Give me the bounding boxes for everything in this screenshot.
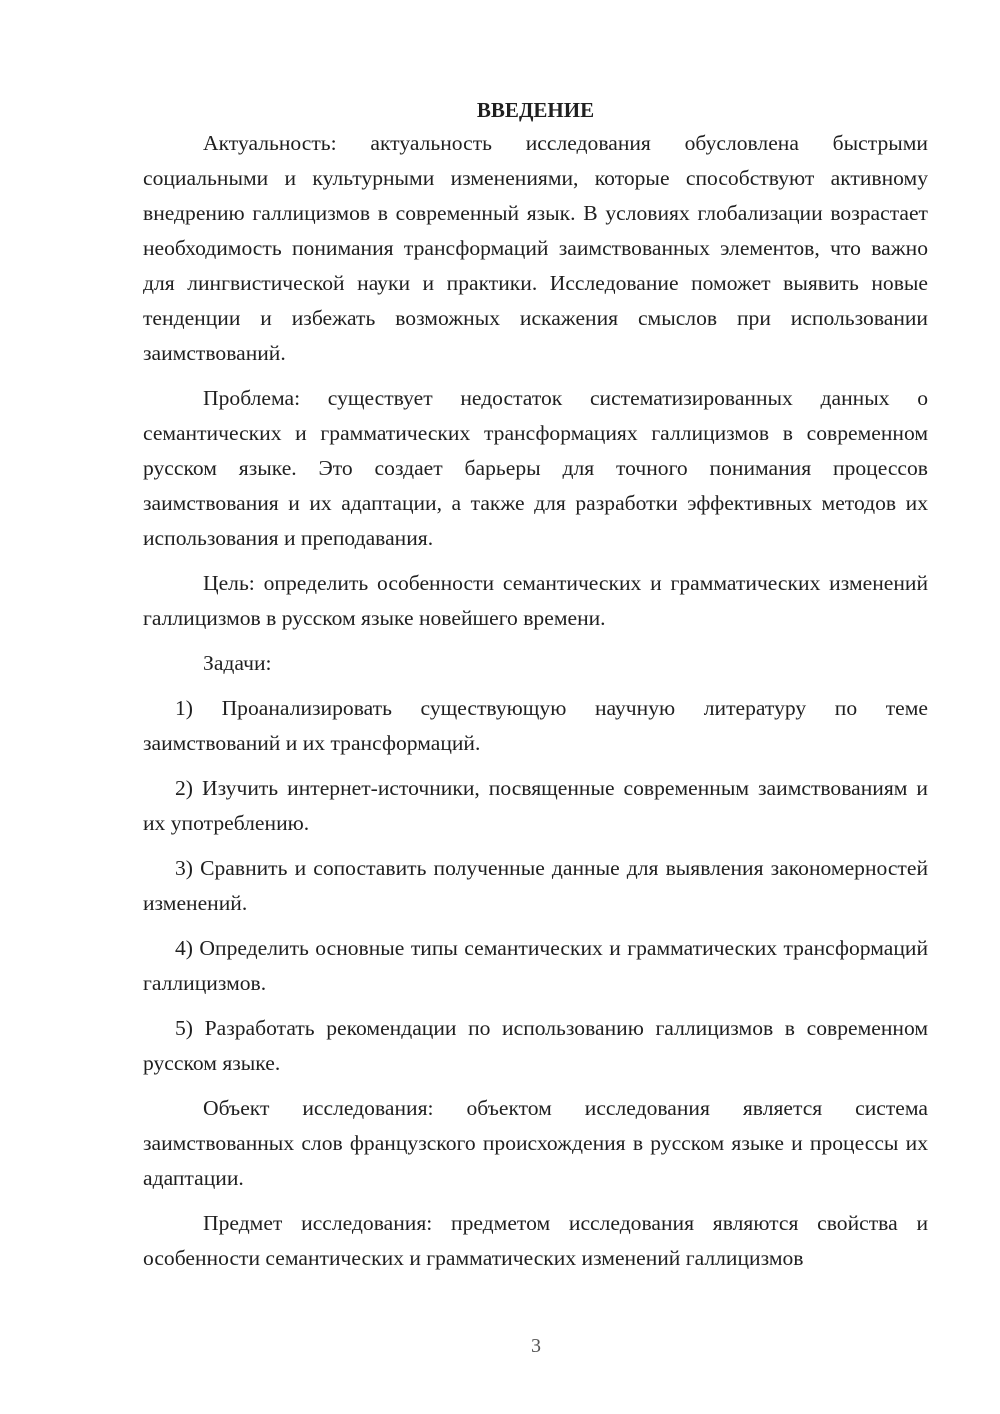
- object-paragraph: Объект исследования: объектом исследования является система заимствованных слов французского происхождения в русском языке и процессы их адаптации.: [143, 1096, 928, 1190]
- section-title: ВВЕДЕНИЕ: [476, 98, 595, 122]
- page-number: 3: [531, 1335, 541, 1357]
- problem-paragraph: Проблема: существует недостаток систематизированных данных о семантических и грамматических трансформациях галлицизмов в современном русском языке. Это создает барьеры для точного понимания процессов заимствования и их адаптации, а также для разработки эффективных методов их использования и преподавания.: [143, 386, 928, 550]
- document-page: [143, 95, 928, 1276]
- tasks-list: [143, 691, 928, 1081]
- goal-paragraph: Цель: определить особенности семантических и грамматических изменений галлицизмов в русском языке новейшего времени.: [143, 571, 928, 630]
- task-item: 5) Разработать рекомендации по использованию галлицизмов в современном русском языке.: [143, 1016, 928, 1075]
- subject-paragraph: Предмет исследования: предметом исследования являются свойства и особенности семантических и грамматических изменений галлицизмов: [143, 1211, 928, 1270]
- task-item: 4) Определить основные типы семантических и грамматических трансформаций галлицизмов.: [143, 936, 928, 995]
- task-item: 2) Изучить интернет-источники, посвященные современным заимствованиям и их употреблению.: [143, 776, 928, 835]
- relevance-paragraph: Актуальность: актуальность исследования обусловлена быстрыми социальными и культурными изменениями, которые способствуют активному внедрению галлицизмов в современный язык. В условиях глобализации возрастает необходимость понимания трансформаций заимствованных элементов, что важно для лингвистической науки и практики. Исследование поможет выявить новые тенденции и избежать возможных искажения смыслов при использовании заимствований.: [143, 131, 928, 365]
- tasks-label: Задачи:: [203, 651, 272, 675]
- task-item: 3) Сравнить и сопоставить полученные данные для выявления закономерностей изменений.: [143, 856, 928, 915]
- task-item: 1) Проанализировать существующую научную литературу по теме заимствований и их трансформаций.: [143, 696, 928, 755]
